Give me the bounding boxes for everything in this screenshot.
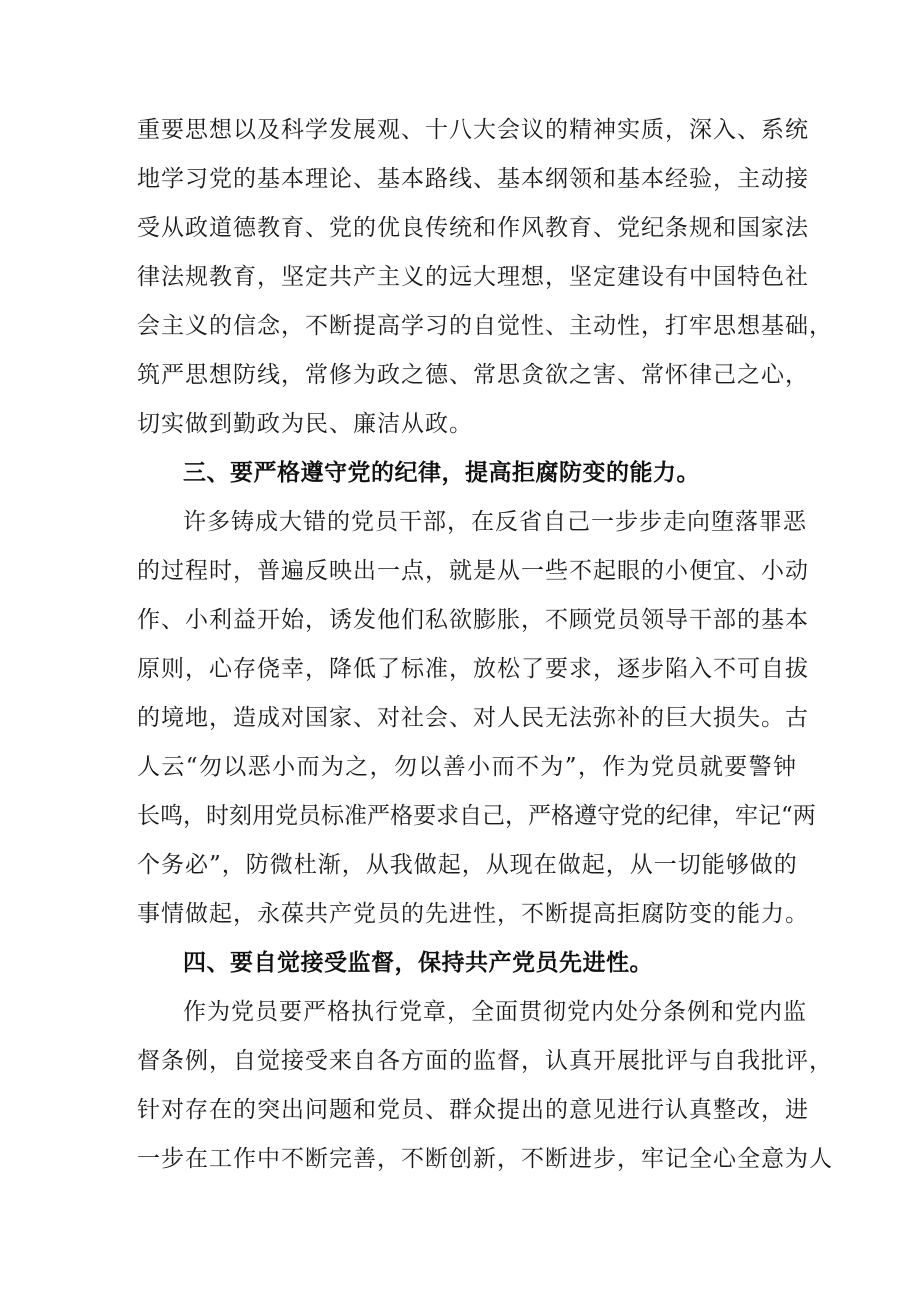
- section-heading-4: 四、要自觉接受监督，保持共产党员先进性。: [183, 950, 653, 976]
- paragraph-line: 许多铸成大错的党员干部，在反省自己一步步走向堕落罪恶: [183, 509, 807, 535]
- paragraph-line: 重要思想以及科学发展观、十八大会议的精神实质，深入、系统: [137, 117, 809, 143]
- paragraph-line: 会主义的信念，不断提高学习的自觉性、主动性，打牢思想基础，: [137, 313, 833, 339]
- paragraph-line: 人云“勿以恶小而为之，勿以善小而不为”，作为党员就要警钟: [137, 754, 797, 780]
- paragraph-line: 切实做到勤政为民、廉洁从政。: [137, 411, 473, 437]
- paragraph-line: 的过程时，普遍反映出一点，就是从一些不起眼的小便宜、小动: [137, 558, 809, 584]
- paragraph-line: 长鸣，时刻用党员标准严格要求自己，严格遵守党的纪律，牢记“两: [137, 803, 816, 829]
- paragraph-line: 作为党员要严格执行党章，全面贯彻党内处分条例和党内监: [183, 999, 807, 1025]
- paragraph-line: 个务必”，防微杜渐，从我做起，从现在做起，从一切能够做的: [137, 852, 798, 878]
- paragraph-line: 原则，心存侥幸，降低了标准，放松了要求，逐步陷入不可自拔: [137, 656, 809, 682]
- paragraph-line: 受从政道德教育、党的优良传统和作风教育、党纪条规和国家法: [137, 215, 809, 241]
- paragraph-line: 的境地，造成对国家、对社会、对人民无法弥补的巨大损失。古: [137, 705, 809, 731]
- paragraph-line: 筑严思想防线，常修为政之德、常思贪欲之害、常怀律己之心，: [137, 362, 809, 388]
- section-heading-3: 三、要严格遵守党的纪律，提高拒腐防变的能力。: [183, 460, 700, 486]
- paragraph-line: 地学习党的基本理论、基本路线、基本纲领和基本经验，主动接: [137, 166, 809, 192]
- paragraph-line: 律法规教育，坚定共产主义的远大理想，坚定建设有中国特色社: [137, 264, 809, 290]
- paragraph-line: 督条例，自觉接受来自各方面的监督，认真开展批评与自我批评，: [137, 1048, 833, 1074]
- paragraph-line: 事情做起，永葆共产党员的先进性，不断提高拒腐防变的能力。: [137, 901, 809, 927]
- paragraph-line: 针对存在的突出问题和党员、群众提出的意见进行认真整改，进: [137, 1097, 809, 1123]
- paragraph-line: 一步在工作中不断完善，不断创新，不断进步，牢记全心全意为人: [137, 1146, 833, 1172]
- paragraph-line: 作、小利益开始，诱发他们私欲膨胀，不顾党员领导干部的基本: [137, 607, 809, 633]
